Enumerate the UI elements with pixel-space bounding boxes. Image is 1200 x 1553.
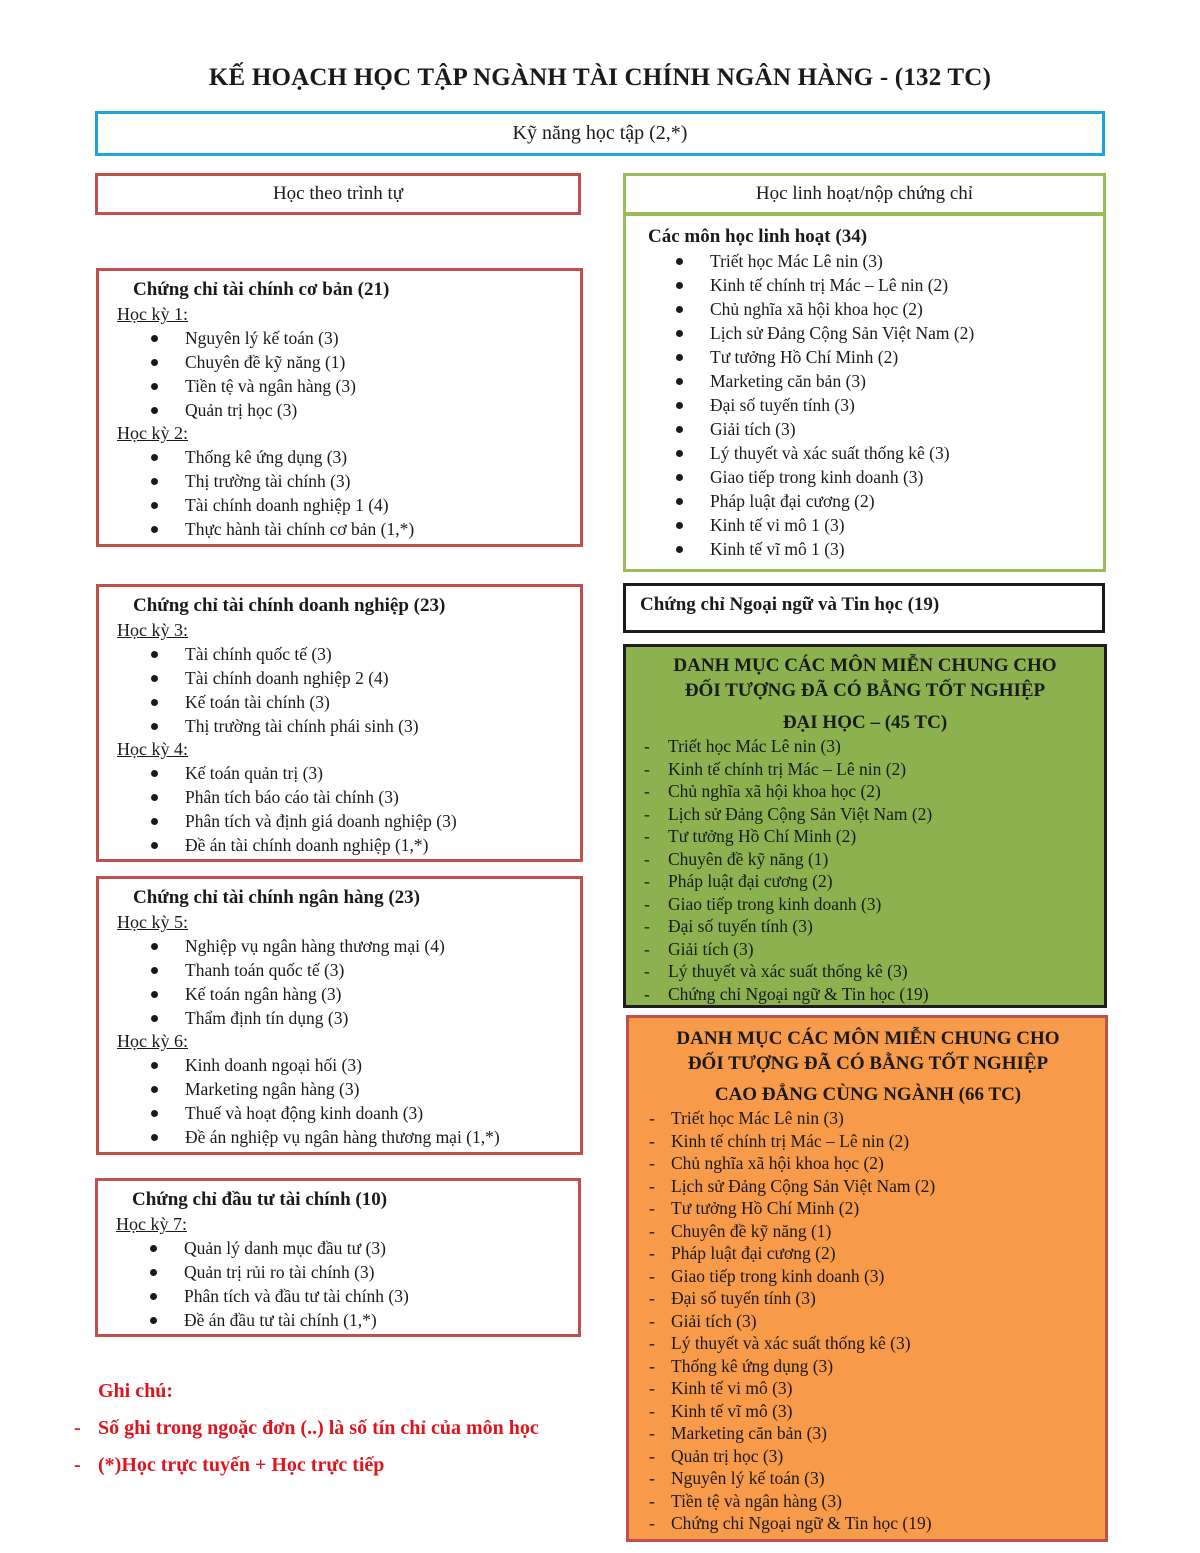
bullet-icon bbox=[151, 842, 158, 849]
bullet-icon bbox=[151, 407, 158, 414]
list-item: Kế toán ngân hàng (3) bbox=[113, 982, 580, 1006]
list-item: Chủ nghĩa xã hội khoa học (2) bbox=[648, 297, 1103, 321]
list-item: Kế toán tài chính (3) bbox=[113, 690, 580, 714]
bullet-icon bbox=[151, 651, 158, 658]
list-item: - Chuyên đề kỹ năng (1) bbox=[644, 848, 829, 869]
bullet-icon bbox=[151, 502, 158, 509]
list-item: Thị trường tài chính phái sinh (3) bbox=[113, 714, 580, 738]
bullet-icon bbox=[151, 1086, 158, 1093]
list-item: Đề án đầu tư tài chính (1,*) bbox=[112, 1308, 578, 1332]
exemption-title-line: ĐỐI TƯỢNG ĐÃ CÓ BẰNG TỐT NGHIỆP bbox=[687, 1053, 1049, 1074]
list-item: - Chuyên đề kỹ năng (1) bbox=[649, 1220, 832, 1241]
list-item: - Kinh tế vĩ mô (3) bbox=[649, 1400, 793, 1421]
list-item: Giao tiếp trong kinh doanh (3) bbox=[648, 465, 1103, 489]
bullet-icon bbox=[151, 1015, 158, 1022]
list-item: Thống kê ứng dụng (3) bbox=[113, 445, 580, 469]
exemption-title-line: CAO ĐẲNG CÙNG NGÀNH (66 TC) bbox=[714, 1084, 1022, 1105]
list-item: Tư tưởng Hồ Chí Minh (2) bbox=[648, 345, 1103, 369]
list-item: Kinh tế vi mô 1 (3) bbox=[648, 513, 1103, 537]
list-item: - Chứng chỉ Ngoại ngữ & Tin học (19) bbox=[644, 983, 929, 1004]
list-item: Thuế và hoạt động kinh doanh (3) bbox=[113, 1101, 580, 1125]
skills-box: Kỹ năng học tập (2,*) bbox=[95, 111, 1105, 156]
list-item: - Đại số tuyến tính (3) bbox=[644, 916, 813, 936]
course-list bbox=[113, 761, 580, 857]
list-item: Thẩm định tín dụng (3) bbox=[113, 1006, 580, 1030]
list-item: - Triết học Mác Lê nin (3) bbox=[649, 1108, 844, 1128]
page-title: KẾ HOẠCH HỌC TẬP NGÀNH TÀI CHÍNH NGÂN HÀNG - (132 TC) bbox=[208, 64, 992, 91]
list-item: Giải tích (3) bbox=[648, 417, 1103, 441]
list-item: Quản trị rủi ro tài chính (3) bbox=[112, 1260, 578, 1284]
bullet-icon bbox=[150, 1245, 157, 1252]
list-item: - Tư tưởng Hồ Chí Minh (2) bbox=[644, 826, 857, 846]
certificate-banking-finance bbox=[96, 876, 583, 1155]
bullet-icon bbox=[151, 991, 158, 998]
exemption-title-line: DANH MỤC CÁC MÔN MIỄN CHUNG CHO bbox=[676, 1028, 1060, 1049]
list-item: Thực hành tài chính cơ bản (1,*) bbox=[113, 517, 580, 541]
list-item: Phân tích báo cáo tài chính (3) bbox=[113, 785, 580, 809]
list-item: - Tiền tệ và ngân hàng (3) bbox=[649, 1490, 842, 1511]
bullet-icon bbox=[150, 1317, 157, 1324]
bullet-icon bbox=[676, 522, 683, 529]
list-item: Tài chính quốc tế (3) bbox=[113, 642, 580, 666]
list-item: Tài chính doanh nghiệp 2 (4) bbox=[113, 666, 580, 690]
course-list bbox=[648, 249, 1103, 561]
list-item: - Quản trị học (3) bbox=[649, 1445, 784, 1466]
course-list bbox=[113, 934, 580, 1030]
bullet-icon bbox=[151, 943, 158, 950]
list-item: Lý thuyết và xác suất thống kê (3) bbox=[648, 441, 1103, 465]
list-item: Kinh tế vĩ mô 1 (3) bbox=[648, 537, 1103, 561]
bullet-icon bbox=[151, 454, 158, 461]
list-item: Triết học Mác Lê nin (3) bbox=[648, 249, 1103, 273]
list-item: Tiền tệ và ngân hàng (3) bbox=[113, 374, 580, 398]
bullet-icon bbox=[676, 306, 683, 313]
list-item: Đề án tài chính doanh nghiệp (1,*) bbox=[113, 833, 580, 857]
bullet-icon bbox=[676, 378, 683, 385]
list-item: - Lịch sử Đảng Cộng Sản Việt Nam (2) bbox=[644, 803, 933, 824]
course-list bbox=[640, 735, 1104, 1005]
course-list bbox=[112, 1236, 578, 1332]
bullet-icon bbox=[676, 474, 683, 481]
flexible-header: Học linh hoạt/nộp chứng chỉ bbox=[623, 173, 1106, 215]
list-item: - Nguyên lý kế toán (3) bbox=[649, 1468, 825, 1488]
list-item: - Tư tưởng Hồ Chí Minh (2) bbox=[649, 1198, 860, 1218]
bullet-icon bbox=[151, 818, 158, 825]
bullet-icon bbox=[151, 1110, 158, 1117]
list-item: - Kinh tế chính trị Mác – Lê nin (2) bbox=[644, 758, 907, 779]
language-certificate-box: Chứng chỉ Ngoại ngữ và Tin học (19) bbox=[623, 583, 1105, 633]
exemption-title-line: DANH MỤC CÁC MÔN MIỄN CHUNG CHO bbox=[673, 655, 1057, 676]
sequence-header: Học theo trình tự bbox=[95, 173, 581, 215]
bullet-icon bbox=[151, 699, 158, 706]
course-list bbox=[113, 326, 580, 422]
bullet-icon bbox=[151, 383, 158, 390]
list-item: - Giải tích (3) bbox=[644, 938, 754, 959]
list-item: - Marketing căn bản (3) bbox=[649, 1423, 827, 1443]
bullet-icon bbox=[150, 1293, 157, 1300]
certificate-investment-finance bbox=[95, 1178, 581, 1337]
list-item: - Lý thuyết và xác suất thống kê (3) bbox=[644, 961, 908, 981]
course-list bbox=[113, 1053, 580, 1149]
bullet-icon bbox=[150, 1269, 157, 1276]
course-list bbox=[645, 1107, 1105, 1535]
university-exemption-box bbox=[623, 644, 1107, 1008]
list-item: Marketing căn bản (3) bbox=[648, 369, 1103, 393]
note-line: - Số ghi trong ngoặc đơn (..) là số tín chỉ của môn học bbox=[74, 1417, 539, 1439]
college-exemption-box bbox=[626, 1015, 1108, 1542]
bullet-icon bbox=[676, 330, 683, 337]
exemption-title-line: ĐỐI TƯỢNG ĐÃ CÓ BẰNG TỐT NGHIỆP bbox=[684, 680, 1046, 701]
bullet-icon bbox=[151, 478, 158, 485]
term-label: Học kỳ 6: bbox=[117, 1031, 188, 1051]
term-label: Học kỳ 3: bbox=[117, 620, 188, 640]
term-label: Học kỳ 1: bbox=[117, 304, 188, 324]
list-item: - Chủ nghĩa xã hội khoa học (2) bbox=[644, 781, 881, 801]
bullet-icon bbox=[151, 675, 158, 682]
certificate-title: Chứng chỉ tài chính ngân hàng (23) bbox=[133, 887, 420, 908]
certificate-title: Chứng chỉ tài chính doanh nghiệp (23) bbox=[133, 595, 446, 616]
certificate-title: Chứng chỉ tài chính cơ bản (21) bbox=[133, 279, 390, 300]
bullet-icon bbox=[676, 498, 683, 505]
bullet-icon bbox=[151, 1134, 158, 1141]
list-item: Kế toán quản trị (3) bbox=[113, 761, 580, 785]
notes-title: Ghi chú: bbox=[98, 1380, 174, 1402]
list-item: Chuyên đề kỹ năng (1) bbox=[113, 350, 580, 374]
list-item: Nguyên lý kế toán (3) bbox=[113, 326, 580, 350]
list-item: - Giao tiếp trong kinh doanh (3) bbox=[644, 893, 882, 914]
term-label: Học kỳ 7: bbox=[116, 1214, 187, 1234]
list-item: Quản trị học (3) bbox=[113, 398, 580, 422]
bullet-icon bbox=[676, 426, 683, 433]
list-item: - Lý thuyết và xác suất thống kê (3) bbox=[649, 1333, 911, 1353]
exemption-title-line: ĐẠI HỌC – (45 TC) bbox=[782, 712, 948, 733]
list-item: - Giải tích (3) bbox=[649, 1310, 757, 1331]
list-item: - Pháp luật đại cương (2) bbox=[649, 1243, 836, 1263]
term-label: Học kỳ 2: bbox=[117, 423, 188, 443]
list-item: - Chủ nghĩa xã hội khoa học (2) bbox=[649, 1153, 884, 1173]
course-list bbox=[113, 642, 580, 738]
bullet-icon bbox=[151, 1062, 158, 1069]
bullet-icon bbox=[151, 967, 158, 974]
bullet-icon bbox=[151, 359, 158, 366]
list-item: - Kinh tế vi mô (3) bbox=[649, 1378, 793, 1398]
term-label: Học kỳ 5: bbox=[117, 912, 188, 932]
list-item: - Kinh tế chính trị Mác – Lê nin (2) bbox=[649, 1130, 910, 1151]
note-line: - (*)Học trực tuyến + Học trực tiếp bbox=[74, 1454, 385, 1476]
list-item: - Triết học Mác Lê nin (3) bbox=[644, 736, 841, 756]
list-item: Kinh doanh ngoại hối (3) bbox=[113, 1053, 580, 1077]
list-item: Quản lý danh mục đầu tư (3) bbox=[112, 1236, 578, 1260]
list-item: - Thống kê ứng dụng (3) bbox=[649, 1355, 834, 1376]
list-item: Đề án nghiệp vụ ngân hàng thương mại (1,*) bbox=[113, 1125, 580, 1149]
bullet-icon bbox=[676, 258, 683, 265]
list-item: Phân tích và đầu tư tài chính (3) bbox=[112, 1284, 578, 1308]
list-item: Thị trường tài chính (3) bbox=[113, 469, 580, 493]
list-item: Lịch sử Đảng Cộng Sản Việt Nam (2) bbox=[648, 321, 1103, 345]
certificate-basic-finance bbox=[96, 268, 583, 547]
list-item: Kinh tế chính trị Mác – Lê nin (2) bbox=[648, 273, 1103, 297]
certificate-title: Chứng chỉ đầu tư tài chính (10) bbox=[132, 1189, 388, 1210]
list-item: Tài chính doanh nghiệp 1 (4) bbox=[113, 493, 580, 517]
bullet-icon bbox=[676, 354, 683, 361]
list-item: - Lịch sử Đảng Cộng Sản Việt Nam (2) bbox=[649, 1175, 936, 1196]
list-item: - Chứng chỉ Ngoại ngữ & Tin học (19) bbox=[649, 1513, 932, 1533]
course-list bbox=[113, 445, 580, 541]
list-item: Nghiệp vụ ngân hàng thương mại (4) bbox=[113, 934, 580, 958]
list-item: Marketing ngân hàng (3) bbox=[113, 1077, 580, 1101]
term-label: Học kỳ 4: bbox=[117, 739, 188, 759]
bullet-icon bbox=[151, 723, 158, 730]
list-item: Thanh toán quốc tế (3) bbox=[113, 958, 580, 982]
flexible-title: Các môn học linh hoạt (34) bbox=[648, 226, 868, 247]
list-item: Đại số tuyến tính (3) bbox=[648, 393, 1103, 417]
list-item: Pháp luật đại cương (2) bbox=[648, 489, 1103, 513]
notes-section bbox=[74, 1380, 539, 1477]
bullet-icon bbox=[676, 546, 683, 553]
list-item: - Đại số tuyến tính (3) bbox=[649, 1288, 816, 1308]
certificate-corporate-finance bbox=[96, 584, 583, 862]
bullet-icon bbox=[676, 402, 683, 409]
list-item: - Pháp luật đại cương (2) bbox=[644, 871, 833, 891]
bullet-icon bbox=[151, 526, 158, 533]
flexible-courses-box bbox=[623, 213, 1106, 572]
bullet-icon bbox=[676, 282, 683, 289]
bullet-icon bbox=[151, 794, 158, 801]
bullet-icon bbox=[151, 770, 158, 777]
bullet-icon bbox=[151, 335, 158, 342]
list-item: - Giao tiếp trong kinh doanh (3) bbox=[649, 1265, 885, 1286]
bullet-icon bbox=[676, 450, 683, 457]
list-item: Phân tích và định giá doanh nghiệp (3) bbox=[113, 809, 580, 833]
